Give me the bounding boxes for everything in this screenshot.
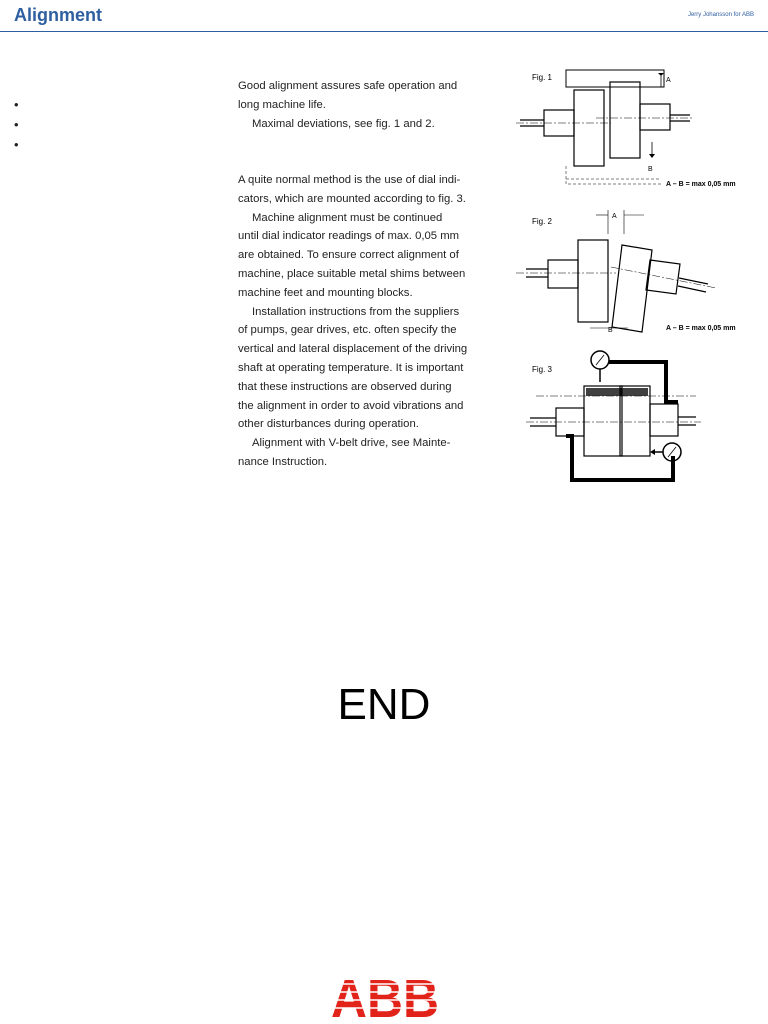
fig3-diagram [526,351,701,480]
text-line: of pumps, gear drives, etc. often specify the [238,324,457,337]
text-line: the alignment in order to avoid vibrations and [238,399,464,412]
text-line: nance Instruction. [238,455,328,468]
text-line: Alignment with V-belt drive, see Mainte- [252,437,451,450]
text-line: shaft at operating temperature. It is important [238,361,464,374]
fig2-b-label: B [608,327,613,334]
text-line: Installation instructions from the suppliers [252,305,460,318]
fig3-label: Fig. 3 [532,365,553,374]
fig1-a-label: A [666,77,671,84]
text-line: Machine alignment must be continued [252,211,443,224]
bullet-item: • [14,117,19,132]
text-line: machine feet and mounting blocks. [238,286,413,299]
text-line: are obtained. To ensure correct alignment of [238,249,459,262]
svg-text:ABB: ABB [331,975,439,1020]
author-credit: Jerry Johansson for ABB [687,12,754,18]
text-line: A quite normal method is the use of dial indi- [238,174,461,186]
text-line: until dial indicator readings of max. 0,05 mm [238,230,460,243]
text-line: Good alignment assures safe operation and [238,80,458,92]
header [0,0,768,32]
text-line: long machine life. [238,98,326,111]
text-line: machine, place suitable metal shims between [238,267,466,280]
fig2-a-label: A [612,213,617,220]
text-line: other disturbances during operation. [238,418,419,431]
bullet-list [14,95,19,155]
fig2-diagram [516,210,736,334]
bullet-item: • [14,137,19,152]
abb-logo [330,975,440,1020]
fig2-label: Fig. 2 [532,217,553,226]
page-title: Alignment [14,5,102,25]
bullet-item: • [14,97,19,112]
fig1-formula: A – B = max 0,05 mm [666,181,736,188]
alignment-figures [516,62,766,492]
fig1-label: Fig. 1 [532,73,553,82]
fig1-diagram [516,70,736,188]
method-paragraph [238,171,488,472]
text-line: vertical and lateral displacement of the driving [238,343,468,356]
header-divider [0,31,768,32]
text-line: that these instructions are observed during [238,380,452,393]
fig1-b-label: B [648,166,653,173]
end-text: END [337,680,431,729]
text-line: cators, which are mounted according to fig. 3. [238,192,466,205]
fig2-formula: A – B = max 0,05 mm [666,325,736,332]
intro-paragraph [238,77,488,133]
text-line: Maximal deviations, see fig. 1 and 2. [252,117,435,130]
